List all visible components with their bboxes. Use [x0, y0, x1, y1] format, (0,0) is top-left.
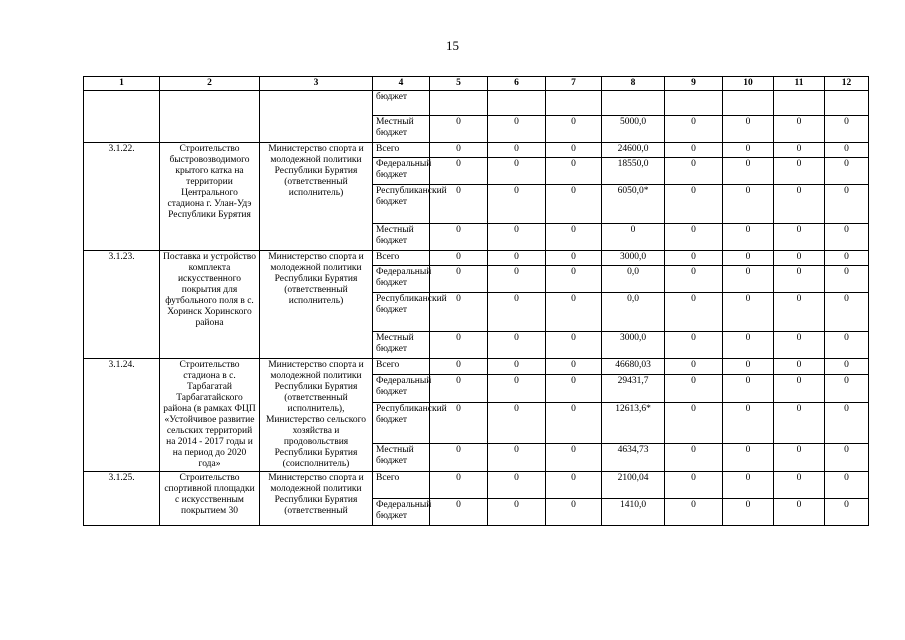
value-cell: 0 [546, 359, 602, 375]
value-cell [488, 91, 546, 116]
value-cell: 0 [488, 293, 546, 332]
column-header: 3 [260, 77, 373, 91]
value-cell: 0 [774, 251, 825, 266]
value-cell: 0 [825, 499, 869, 526]
value-cell: 0 [825, 224, 869, 251]
value-cell: 0 [825, 143, 869, 158]
value-cell: 0 [665, 332, 723, 359]
item-number: 3.1.22. [84, 143, 160, 251]
column-header: 2 [160, 77, 260, 91]
value-cell: 0 [488, 443, 546, 471]
value-cell: 0 [430, 224, 488, 251]
value-cell [430, 91, 488, 116]
value-cell: 3000,0 [602, 332, 665, 359]
value-cell: 0 [488, 499, 546, 526]
item-number: 3.1.24. [84, 359, 160, 472]
item-executor: Министерство спорта и молодежной политики Республики Бурятия (ответственный исполнитель) [260, 143, 373, 251]
value-cell [665, 91, 723, 116]
program-table [83, 76, 869, 526]
value-cell: 0 [546, 158, 602, 185]
value-cell: 0 [430, 116, 488, 143]
value-cell: 0 [488, 402, 546, 443]
value-cell: 0 [774, 293, 825, 332]
empty-cell [260, 91, 373, 143]
value-cell: 2100,04 [602, 472, 665, 499]
value-cell: 0 [723, 402, 774, 443]
value-cell: 0 [774, 443, 825, 471]
item-number: 3.1.23. [84, 251, 160, 359]
value-cell: 0 [546, 251, 602, 266]
value-cell: 0 [546, 266, 602, 293]
funding-source: Республиканский бюджет [373, 293, 430, 332]
value-cell: 18550,0 [602, 158, 665, 185]
item-executor: Министерство спорта и молодежной политики Республики Бурятия (ответственный [260, 472, 373, 526]
value-cell: 0 [825, 472, 869, 499]
value-cell: 0 [723, 116, 774, 143]
value-cell: 0 [774, 332, 825, 359]
value-cell: 0 [488, 224, 546, 251]
value-cell: 0 [488, 185, 546, 224]
value-cell: 0 [723, 266, 774, 293]
value-cell: 0 [430, 251, 488, 266]
value-cell: 0 [488, 266, 546, 293]
value-cell: 1410,0 [602, 499, 665, 526]
funding-source: Местный бюджет [373, 224, 430, 251]
value-cell: 0 [488, 359, 546, 375]
funding-source: Всего [373, 359, 430, 375]
value-cell: 0 [488, 251, 546, 266]
value-cell: 46680,03 [602, 359, 665, 375]
value-cell: 0 [723, 374, 774, 402]
funding-source: Местный бюджет [373, 443, 430, 471]
value-cell: 0 [774, 374, 825, 402]
value-cell: 0 [665, 185, 723, 224]
value-cell: 0 [825, 359, 869, 375]
value-cell: 0 [488, 143, 546, 158]
column-header: 1 [84, 77, 160, 91]
value-cell: 0 [665, 472, 723, 499]
value-cell: 0 [774, 402, 825, 443]
value-cell: 12613,6* [602, 402, 665, 443]
value-cell: 0 [774, 359, 825, 375]
value-cell: 5000,0 [602, 116, 665, 143]
value-cell: 0 [430, 266, 488, 293]
value-cell: 0 [723, 185, 774, 224]
funding-source: Республиканский бюджет [373, 185, 430, 224]
value-cell: 0 [546, 143, 602, 158]
value-cell: 0 [430, 332, 488, 359]
table-row [84, 143, 869, 158]
empty-cell [160, 91, 260, 143]
value-cell: 0 [774, 116, 825, 143]
funding-source: Всего [373, 143, 430, 158]
table-row [84, 359, 869, 375]
value-cell: 0 [723, 158, 774, 185]
funding-source: Федеральный бюджет [373, 499, 430, 526]
value-cell: 4634,73 [602, 443, 665, 471]
value-cell: 0 [825, 266, 869, 293]
value-cell: 0 [723, 499, 774, 526]
value-cell: 24600,0 [602, 143, 665, 158]
value-cell: 0 [546, 332, 602, 359]
value-cell: 0 [546, 116, 602, 143]
column-header: 6 [488, 77, 546, 91]
value-cell: 0 [546, 185, 602, 224]
value-cell: 0 [546, 293, 602, 332]
value-cell [602, 91, 665, 116]
item-name: Поставка и устройство комплекта искусственного покрытия для футбольного поля в с. Хоринск Хоринского района [160, 251, 260, 359]
value-cell: 3000,0 [602, 251, 665, 266]
value-cell: 0 [430, 143, 488, 158]
funding-source: Федеральный бюджет [373, 374, 430, 402]
value-cell: 0 [774, 158, 825, 185]
funding-source: Местный бюджет [373, 332, 430, 359]
value-cell: 0 [723, 359, 774, 375]
value-cell: 0 [774, 185, 825, 224]
table-row [84, 472, 869, 499]
value-cell: 0 [774, 224, 825, 251]
value-cell: 0,0 [602, 266, 665, 293]
value-cell: 0 [430, 499, 488, 526]
column-header: 8 [602, 77, 665, 91]
value-cell: 0 [430, 185, 488, 224]
value-cell: 0 [430, 293, 488, 332]
value-cell: 0 [546, 443, 602, 471]
value-cell: 0 [774, 499, 825, 526]
value-cell: 0 [665, 402, 723, 443]
column-header: 10 [723, 77, 774, 91]
value-cell: 0 [723, 251, 774, 266]
value-cell [546, 91, 602, 116]
column-header: 4 [373, 77, 430, 91]
value-cell: 0 [825, 443, 869, 471]
item-name: Строительство спортивной площадки с искусственным покрытием 30 [160, 472, 260, 526]
value-cell: 0 [665, 293, 723, 332]
value-cell: 0 [723, 224, 774, 251]
column-header: 12 [825, 77, 869, 91]
value-cell [774, 91, 825, 116]
funding-source: Федеральный бюджет [373, 266, 430, 293]
value-cell: 0 [430, 443, 488, 471]
item-name: Строительство быстровозводимого крытого катка на территории Центрального стадиона г. Улан-Удэ Республики Бурятия [160, 143, 260, 251]
value-cell: 0 [546, 499, 602, 526]
value-cell: 0 [825, 332, 869, 359]
value-cell: 0 [665, 158, 723, 185]
value-cell: 0 [430, 472, 488, 499]
value-cell: 0 [665, 359, 723, 375]
value-cell: 0 [825, 374, 869, 402]
item-number: 3.1.25. [84, 472, 160, 526]
value-cell: 0 [723, 472, 774, 499]
value-cell: 0 [430, 374, 488, 402]
funding-source: Федеральный бюджет [373, 158, 430, 185]
column-header: 7 [546, 77, 602, 91]
value-cell: 0 [546, 402, 602, 443]
value-cell: 0 [665, 499, 723, 526]
value-cell: 0 [825, 158, 869, 185]
page-number: 15 [446, 38, 459, 53]
value-cell: 0 [430, 158, 488, 185]
value-cell: 0 [546, 374, 602, 402]
value-cell: 0 [665, 374, 723, 402]
value-cell: 0 [665, 143, 723, 158]
value-cell: 0 [723, 332, 774, 359]
funding-source: Местный бюджет [373, 116, 430, 143]
value-cell: 0 [546, 224, 602, 251]
column-header: 5 [430, 77, 488, 91]
funding-source: Всего [373, 251, 430, 266]
empty-cell [84, 91, 160, 143]
funding-source: Республиканский бюджет [373, 402, 430, 443]
value-cell: 6050,0* [602, 185, 665, 224]
value-cell: 0 [488, 332, 546, 359]
value-cell: 0 [665, 224, 723, 251]
value-cell: 0 [774, 266, 825, 293]
value-cell: 0 [665, 443, 723, 471]
funding-source: Всего [373, 472, 430, 499]
item-executor: Министерство спорта и молодежной политики Республики Бурятия (ответственный исполнитель) [260, 251, 373, 359]
value-cell: 0,0 [602, 293, 665, 332]
value-cell [825, 91, 869, 116]
value-cell: 0 [723, 293, 774, 332]
value-cell: 0 [825, 251, 869, 266]
table-row [84, 91, 869, 116]
value-cell: 0 [774, 472, 825, 499]
value-cell: 0 [488, 158, 546, 185]
value-cell: 0 [665, 116, 723, 143]
value-cell: 0 [488, 374, 546, 402]
value-cell: 0 [546, 472, 602, 499]
item-executor: Министерство спорта и молодежной политики Республики Бурятия (ответственный исполнитель), Министерство сельского хозяйства и продовольствия Республики Бурятия (соисполнитель) [260, 359, 373, 472]
table-row [84, 251, 869, 266]
header-row [84, 77, 869, 91]
value-cell: 0 [825, 185, 869, 224]
funding-source: бюджет [373, 91, 430, 116]
value-cell: 0 [774, 143, 825, 158]
value-cell: 0 [602, 224, 665, 251]
value-cell: 0 [723, 143, 774, 158]
value-cell [723, 91, 774, 116]
value-cell: 0 [430, 359, 488, 375]
column-header: 11 [774, 77, 825, 91]
value-cell: 0 [488, 472, 546, 499]
value-cell: 29431,7 [602, 374, 665, 402]
value-cell: 0 [665, 266, 723, 293]
value-cell: 0 [488, 116, 546, 143]
value-cell: 0 [825, 116, 869, 143]
value-cell: 0 [825, 293, 869, 332]
value-cell: 0 [665, 251, 723, 266]
column-header: 9 [665, 77, 723, 91]
item-name: Строительство стадиона в с. Тарбагатай Тарбагатайского района (в рамках ФЦП «Устойчивое развитие сельских территорий на 2014 - 2017 годы и на период до 2020 года» [160, 359, 260, 472]
value-cell: 0 [430, 402, 488, 443]
value-cell: 0 [825, 402, 869, 443]
value-cell: 0 [723, 443, 774, 471]
